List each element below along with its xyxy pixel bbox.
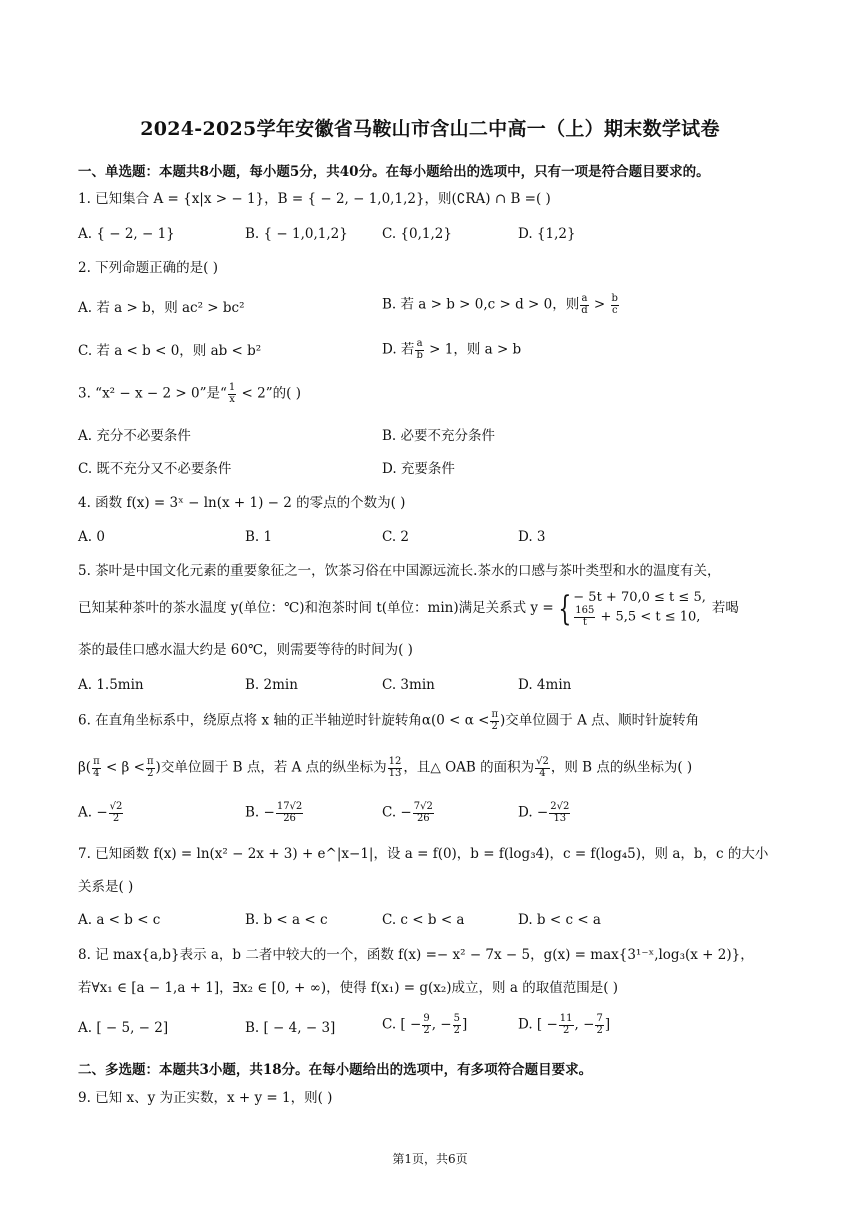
q1-option-d: D. {1,2} <box>518 226 576 242</box>
question-5-line-2: 已知某种茶叶的茶水温度 y(单位：℃)和泡茶时间 t(单位：min)满足关系式 y = { − 5t + 70,0 ≤ t ≤ 5, $\frac{165}{t}$ + 5,5 < t ≤ 10, 若喝 <box>78 589 739 630</box>
q5-option-b: B. 2min <box>245 677 298 693</box>
section-multiple-choice-header: 二、多选题：本题共3小题，共18分。在每小题给出的选项中，有多项符合题目要求。 <box>78 1062 593 1078</box>
question-5-line-3: 茶的最佳口感水温大约是 60℃，则需要等待的时间为( ) <box>78 642 413 658</box>
q1-option-a: A. { − 2, − 1} <box>78 226 175 242</box>
q4-option-d: D. 3 <box>518 529 546 545</box>
q2-d-fraction: $\frac{a}{b}$ <box>416 338 423 361</box>
question-7-line-2: 关系是( ) <box>78 879 134 895</box>
q2-b-fraction-2: $\frac{b}{c}$ <box>611 293 618 316</box>
q8-option-b: B. [ − 4, − 3] <box>245 1020 336 1036</box>
q3-option-c: C. 既不充分又不必要条件 <box>78 461 232 477</box>
q8-option-d: D. [ − $\frac{11}{2}$ , − $\frac{7}{2}$ ] <box>518 1013 611 1036</box>
q7-option-d: D. b < c < a <box>518 912 601 928</box>
q8-option-c: C. [ − $\frac{9}{2}$ , − $\frac{5}{2}$ ] <box>382 1013 468 1036</box>
question-6-line-2: β( $\frac{\pi}{4}$ < β < $\frac{\pi}{2}$ )交单位圆于 B 点，若 A 点的纵坐标为 $\frac{12}{13}$ ，且△ OAB 的面积为 $\frac{√2}{4}$ ，则 B 点的纵坐标为( ) <box>78 756 693 779</box>
q2-option-c: C. 若 a < b < 0，则 ab < b² <box>78 343 262 359</box>
question-6-line-1: 6. 在直角坐标系中，绕原点将 x 轴的正半轴逆时针旋转角α(0 < α < $\frac{\pi}{2}$ )交单位圆于 A 点、顺时针旋转角 <box>78 709 700 732</box>
q5-option-c: C. 3min <box>382 677 435 693</box>
exam-title: 2024-2025学年安徽省马鞍山市含山二中高一（上）期末数学试卷 <box>140 118 720 140</box>
q2-option-d: D. 若 $\frac{a}{b}$ > 1，则 a > b <box>382 338 522 361</box>
piecewise-brace: { <box>557 589 571 630</box>
q6-fraction-pi-2: $\frac{\pi}{2}$ <box>491 709 499 732</box>
q3-option-a: A. 充分不必要条件 <box>78 428 191 444</box>
q3-option-d: D. 充要条件 <box>382 461 455 477</box>
piecewise-cases <box>573 590 706 628</box>
question-7-line-1: 7. 已知函数 f(x) = ln(x² − 2x + 3) + e^|x−1|，设 a = f(0)，b = f(log₃4)，c = f(log₄5)，则 a，b，c 的大小 <box>78 846 769 862</box>
question-9-stem: 9. 已知 x、y 为正实数，x + y = 1，则( ) <box>78 1090 333 1106</box>
q4-option-c: C. 2 <box>382 529 410 545</box>
q5-option-d: D. 4min <box>518 677 572 693</box>
q7-option-a: A. a < b < c <box>78 912 161 928</box>
question-1-stem: 1. 已知集合 A = {x|x > − 1}，B = { − 2, − 1,0,1,2}，则(∁RA) ∩ B =( ) <box>78 191 551 207</box>
q2-b-fraction-1: $\frac{a}{d}$ <box>581 293 588 316</box>
q8-option-a: A. [ − 5, − 2] <box>78 1020 169 1036</box>
q4-option-b: B. 1 <box>245 529 273 545</box>
question-8-line-1: 8. 记 max{a,b}表示 a，b 二者中较大的一个，函数 f(x) =− x² − 7x − 5，g(x) = max{3¹⁻ˣ,log₃(x + 2)}， <box>78 947 754 963</box>
q5-option-a: A. 1.5min <box>78 677 144 693</box>
q1-option-b: B. { − 1,0,1,2} <box>245 226 348 242</box>
question-3-stem: 3. “x² − x − 2 > 0”是“ $\frac{1}{x}$ < 2”的( ) <box>78 382 301 405</box>
page-footer: 第1页，共6页 <box>392 1152 468 1166</box>
section-single-choice-header: 一、单选题：本题共8小题，每小题5分，共40分。在每小题给出的选项中，只有一项是符合题目要求的。 <box>78 164 710 180</box>
piecewise-case-1: − 5t + 70,0 ≤ t ≤ 5, <box>573 590 706 605</box>
q6-option-a: A. − $\frac{√2}{2}$ <box>78 801 123 824</box>
q4-option-a: A. 0 <box>78 529 105 545</box>
q2-option-b: B. 若 a > b > 0,c > d > 0，则 $\frac{a}{d}$ > $\frac{b}{c}$ <box>382 293 618 316</box>
q6-option-d: D. − $\frac{2√2}{13}$ <box>518 801 570 824</box>
q7-option-c: C. c < b < a <box>382 912 465 928</box>
q3-fraction: $\frac{1}{x}$ <box>228 382 236 405</box>
piecewise-case-2: $\frac{165}{t}$ + 5,5 < t ≤ 10, <box>575 605 701 628</box>
q2-option-b-text: B. 若 a > b > 0,c > d > 0，则 <box>382 296 580 313</box>
question-2-stem: 2. 下列命题正确的是( ) <box>78 260 218 276</box>
q2-option-a: A. 若 a > b，则 ac² > bc² <box>78 300 245 316</box>
q1-option-c: C. {0,1,2} <box>382 226 452 242</box>
q7-option-b: B. b < a < c <box>245 912 328 928</box>
question-4-stem: 4. 函数 f(x) = 3ˣ − ln(x + 1) − 2 的零点的个数为( ) <box>78 495 406 511</box>
q3-option-b: B. 必要不充分条件 <box>382 428 496 444</box>
question-5-line-1: 5. 茶叶是中国文化元素的重要象征之一，饮茶习俗在中国源远流长.茶水的口感与茶叶类型和水的温度有关， <box>78 563 721 579</box>
question-8-line-2: 若∀x₁ ∈ [a − 1,a + 1]，∃x₂ ∈ [0, + ∞)，使得 f(x₁) = g(x₂)成立，则 a 的取值范围是( ) <box>78 980 619 996</box>
q6-option-c: C. − $\frac{7√2}{26}$ <box>382 801 433 824</box>
q6-option-b: B. − $\frac{17√2}{26}$ <box>245 801 303 824</box>
